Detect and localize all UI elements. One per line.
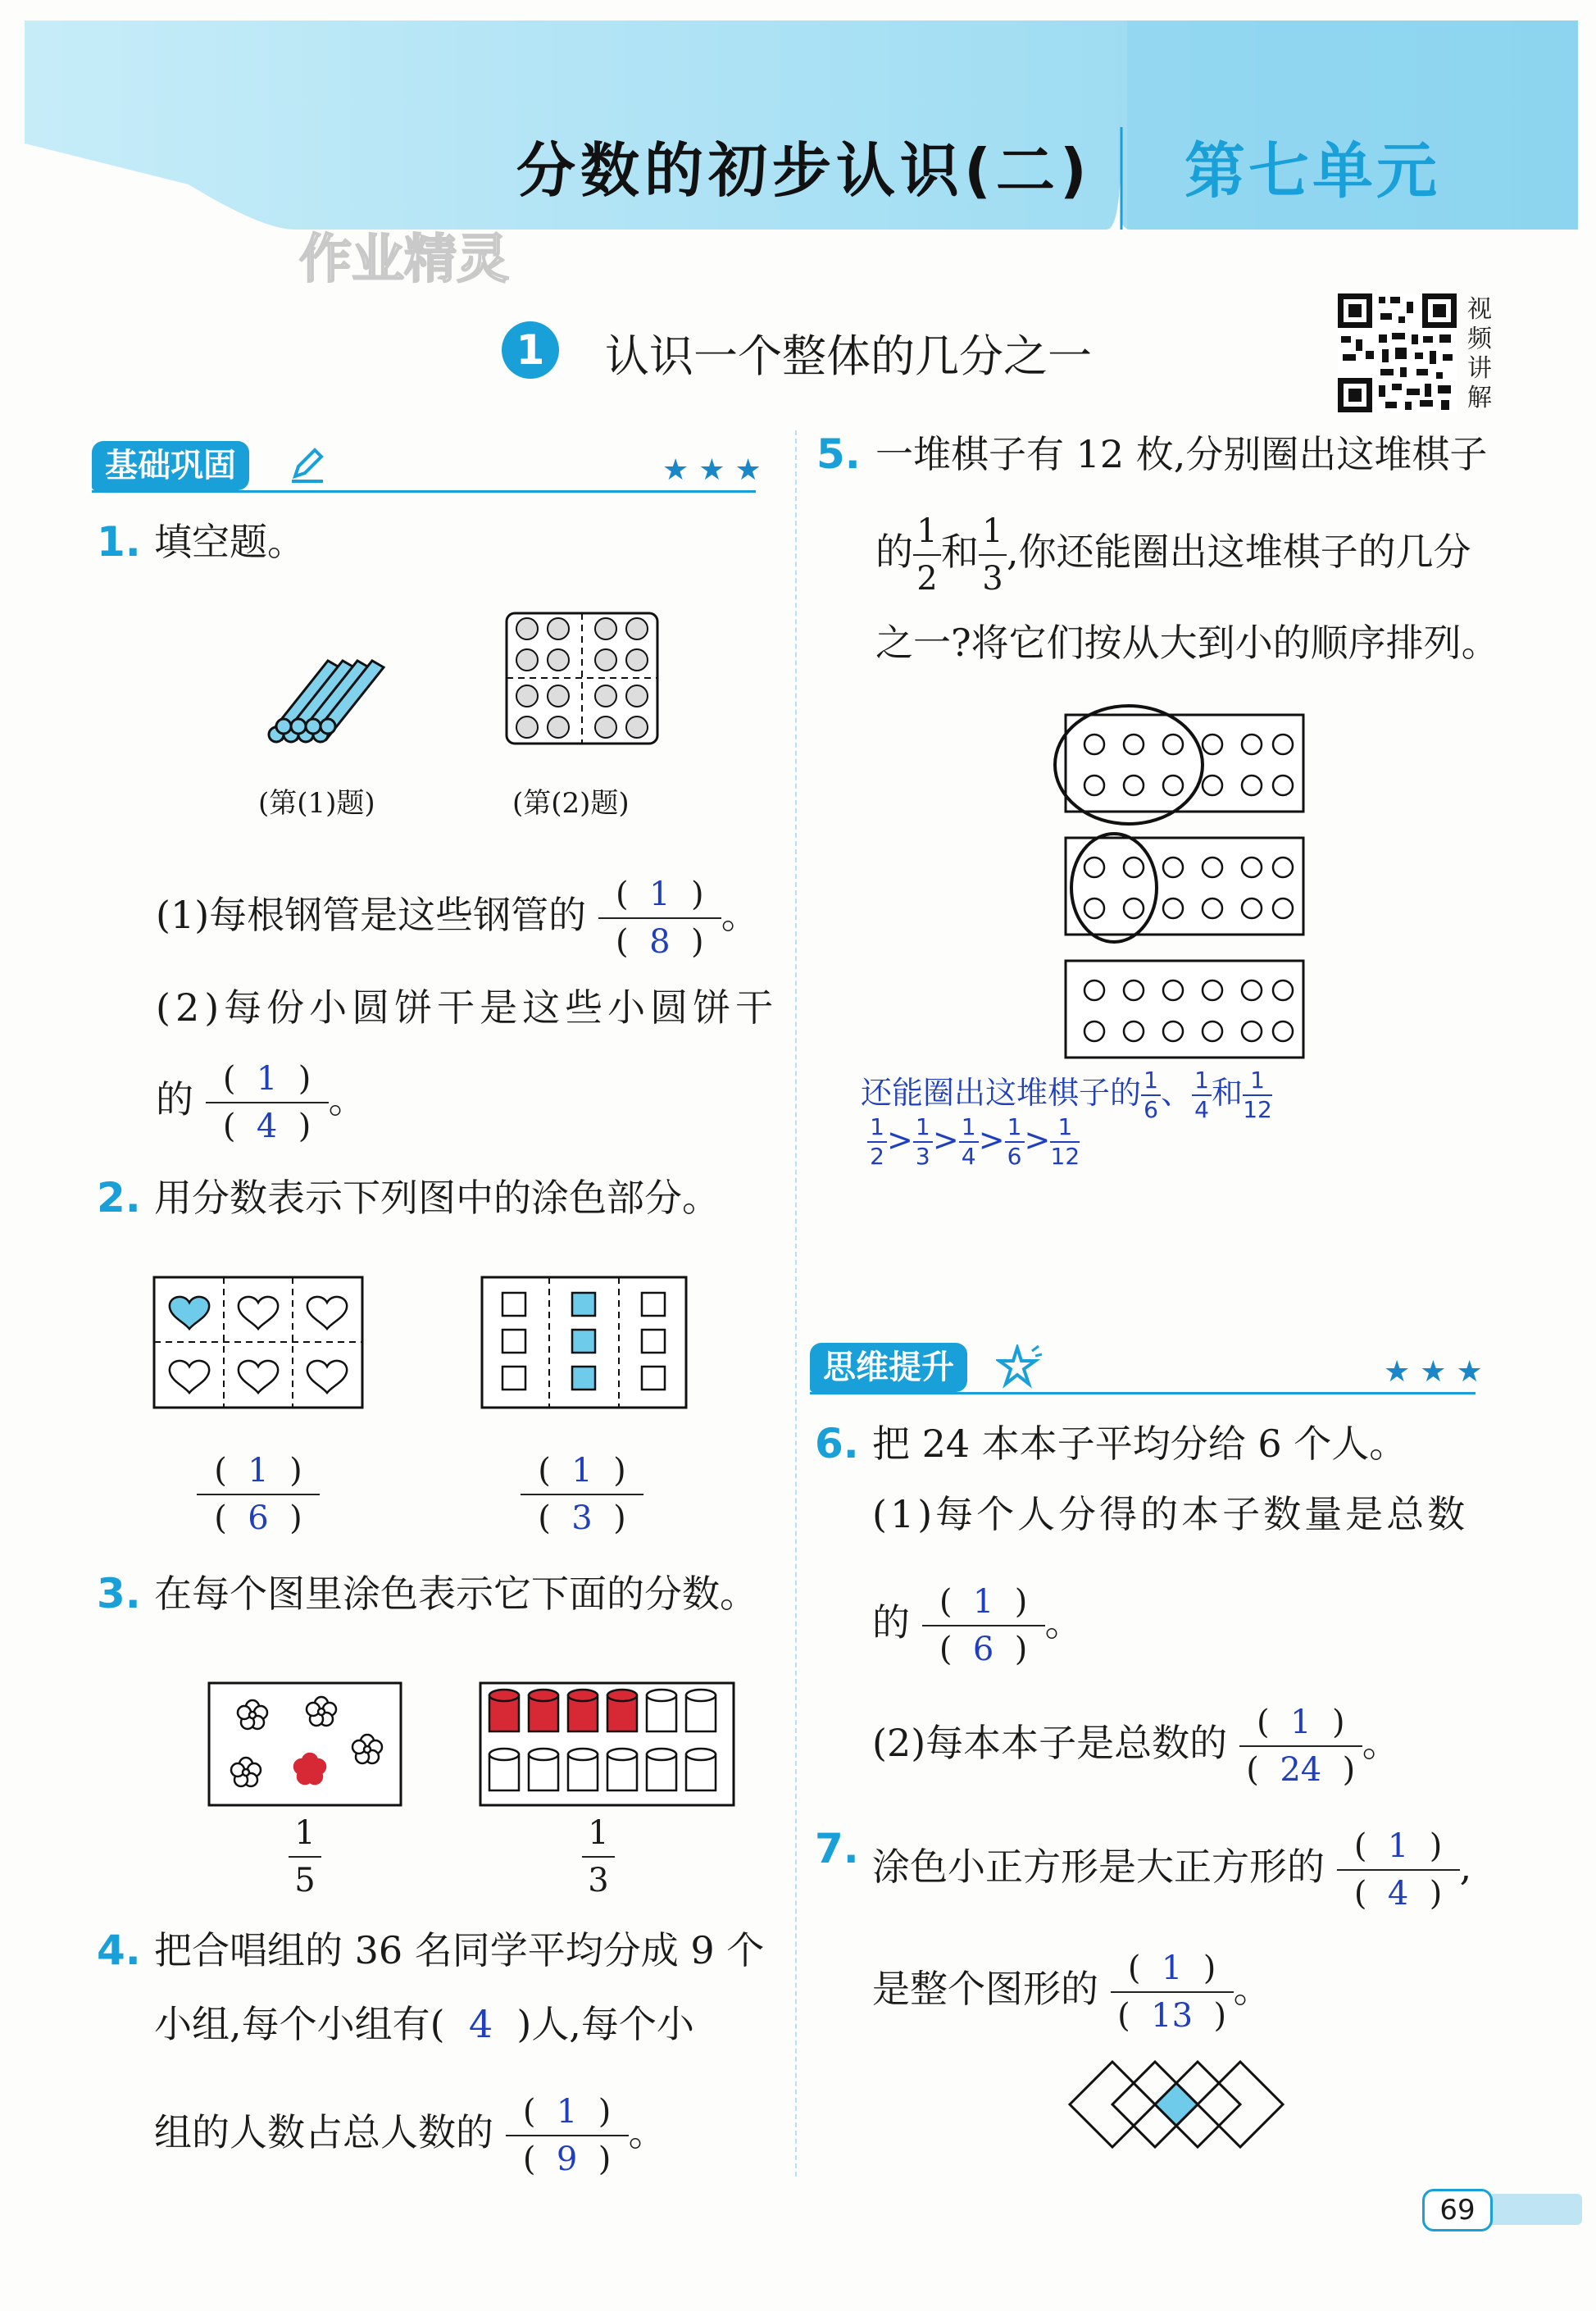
unit-title: 第七单元 <box>1184 136 1440 207</box>
q3-fraction-a: $\frac{1}{5}$ <box>289 1812 321 1902</box>
q2-answer-a: $\frac{( 1 )}{( 6 )}$ <box>197 1449 320 1540</box>
lesson-title: 认识一个整体的几分之一 <box>605 330 1092 382</box>
steel-pipes-figure <box>264 649 387 748</box>
q4-number: 4. <box>97 1927 141 1974</box>
q4-line3: 组的人数占总人数的 $\frac{( 1 )}{( 9 )}$ 。 <box>154 2093 666 2178</box>
q7-part1: 涂色小正方形是大正方形的 $\frac{( 1 )}{( 4 )}$ , <box>872 1827 1472 1913</box>
q1-part1-answer-num: 1 <box>649 876 671 913</box>
q6-part1-line1: (1)每个人分得的本子数量是总数 <box>872 1492 1469 1536</box>
q1-part1: (1)每根钢管是这些钢管的 $\frac{( 1 )}{( 8 )}$ 。 <box>156 876 759 961</box>
difficulty-stars: ★★★ <box>1384 1355 1493 1389</box>
biscuits-figure <box>504 611 660 746</box>
q5-line2: 的 $\frac{1}{2}$ 和 $\frac{1}{3}$ ,你还能圈出这堆棋子的几分 <box>875 512 1471 598</box>
q5-handwritten-answer-1: 还能圈出这堆棋子的 $\frac{1}{6}$ 、 $\frac{1}{4}$ 和 $\frac{1}{12}$ <box>861 1066 1272 1123</box>
q5-line1: 一堆棋子有 12 枚,分别圈出这堆棋子 <box>875 432 1488 476</box>
q5-number: 5. <box>816 430 861 478</box>
q2-answer-b: $\frac{( 1 )}{( 3 )}$ <box>521 1449 643 1540</box>
q1-caption-2: (第(2)题) <box>512 787 630 820</box>
section-underline <box>92 490 756 493</box>
q5-handwritten-answer-2: $\frac{1}{2}$ > $\frac{1}{3}$ > $\frac{1}{4}$ > $\frac{1}{6}$ > $\frac{1}{12}$ <box>867 1115 1080 1169</box>
difficulty-stars: ★★★ <box>662 453 771 487</box>
page-number-bar <box>1492 2194 1582 2225</box>
q1-part2-line1: (2)每份小圆饼干是这些小圆饼干 <box>156 985 779 1030</box>
q7-part2: 是整个图形的 $\frac{( 1 )}{( 13 )}$ 。 <box>872 1949 1271 2035</box>
section-tag-basic: 基础巩固 <box>92 441 249 490</box>
q6-part1-line2: 的 $\frac{( 1 )}{( 6 )}$ 。 <box>872 1583 1083 1668</box>
cans-figure <box>478 1681 736 1808</box>
qr-code-icon[interactable] <box>1338 293 1457 412</box>
q4-answer-group-size: 4 <box>468 2002 493 2046</box>
q1-part2-answer-num: 1 <box>256 1060 278 1098</box>
diamonds-figure <box>1062 2049 1299 2160</box>
lesson-number: 1 <box>502 321 559 379</box>
q1-part1-answer-den: 8 <box>649 923 671 961</box>
q1-number: 1. <box>97 518 141 566</box>
q5-line3: 之一?将它们按从大到小的顺序排列。 <box>875 621 1499 665</box>
q2-text: 用分数表示下列图中的涂色部分。 <box>154 1176 720 1220</box>
q6-number: 6. <box>815 1420 859 1467</box>
q2-number: 2. <box>97 1174 141 1221</box>
q4-line2: 小组,每个小组有( 4 )人,每个小 <box>154 2002 694 2046</box>
q4-line1: 把合唱组的 36 名同学平均分成 9 个 <box>154 1928 765 1972</box>
squares-figure <box>480 1275 689 1410</box>
watermark: 作业精灵 <box>299 230 509 290</box>
q1-part2-answer-den: 4 <box>256 1108 278 1145</box>
q3-fraction-b: $\frac{1}{3}$ <box>582 1812 615 1902</box>
pencil-icon <box>289 445 326 483</box>
video-label: 视 频 讲 解 <box>1467 295 1492 412</box>
page-number: 69 <box>1422 2189 1493 2231</box>
q6-text: 把 24 本本子平均分给 6 个人。 <box>872 1422 1407 1466</box>
section-tag-thinking: 思维提升 <box>810 1343 967 1392</box>
q1-part2-line2: 的 $\frac{( 1 )}{( 4 )}$ 。 <box>156 1060 366 1145</box>
page-title: 分数的初步认识(二) <box>516 136 1092 205</box>
q1-text: 填空题。 <box>154 520 305 564</box>
section-underline <box>810 1392 1476 1394</box>
chess-pieces-figure <box>1045 697 1320 1070</box>
flowers-figure <box>207 1681 403 1808</box>
sparkle-icon <box>996 1344 1042 1390</box>
column-divider <box>795 430 797 2177</box>
q7-number: 7. <box>815 1825 859 1872</box>
q3-text: 在每个图里涂色表示它下面的分数。 <box>154 1572 757 1616</box>
hearts-figure <box>152 1275 365 1410</box>
q3-number: 3. <box>97 1570 141 1617</box>
q6-part2: (2)每本本子是总数的 $\frac{( 1 )}{( 24 )}$ 。 <box>872 1704 1400 1789</box>
q1-caption-1: (第(1)题) <box>258 787 375 820</box>
